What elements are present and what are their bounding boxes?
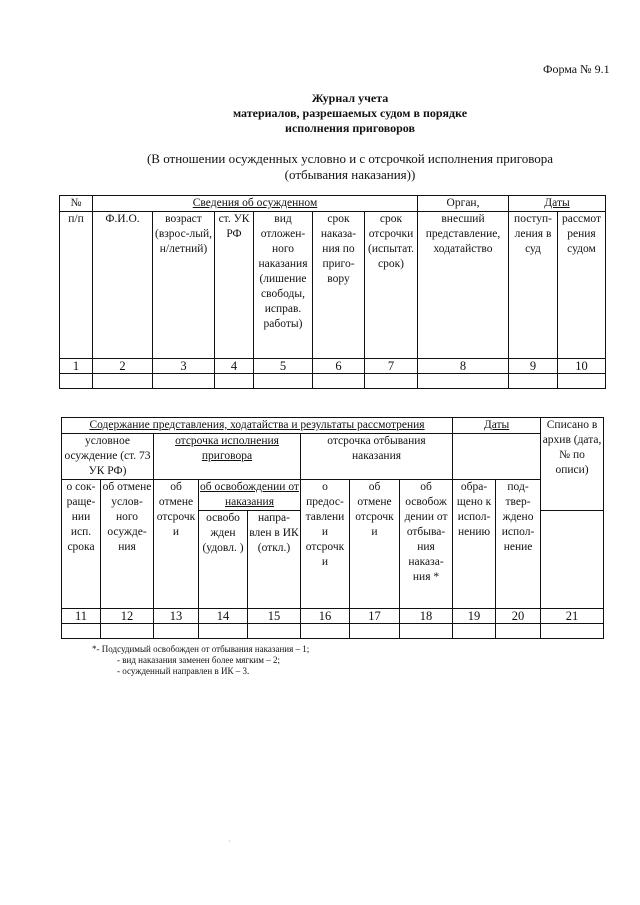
- header-released: освобо жден (удовл. ): [199, 511, 248, 609]
- empty-cell: [400, 624, 453, 639]
- column-number: 2: [93, 359, 153, 374]
- column-number: 20: [496, 609, 541, 624]
- header-appealed: обра-щено к испол-нению: [453, 480, 496, 609]
- empty-cell: [496, 624, 541, 639]
- journal-table-2: [61, 417, 604, 639]
- column-number: 4: [215, 359, 254, 374]
- header-convict-info: Сведения об осужденном: [93, 196, 418, 212]
- empty-cell: [215, 374, 254, 389]
- column-number: 9: [509, 359, 558, 374]
- empty-cell: [93, 374, 153, 389]
- header-cancel-deferral-2: об отмене отсрочк и: [350, 480, 400, 609]
- column-number: 12: [101, 609, 154, 624]
- header-cancel-conditional: об отмене услов-ного осужде-ния: [101, 480, 154, 609]
- empty-cell: [418, 374, 509, 389]
- page-title-line-3: исполнения приговоров: [285, 121, 415, 135]
- header-deferral: срок отсрочки (испытат. срок): [365, 212, 418, 359]
- empty-cell: [350, 624, 400, 639]
- header-grant-deferral: о предос-тавлени и отсрочк и: [301, 480, 350, 609]
- footnotes: [92, 644, 309, 677]
- column-number: 10: [558, 359, 606, 374]
- header-reviewed: рассмот рения судом: [558, 212, 606, 359]
- header-deferral-execution: отсрочка исполнения приговора: [154, 434, 301, 480]
- empty-cell: [301, 624, 350, 639]
- header-deferral-serving: отсрочка отбывания наказания: [301, 434, 453, 480]
- header-received: поступ-ления в суд: [509, 212, 558, 359]
- header-term: срок наказа-ния по приго-вору: [313, 212, 365, 359]
- header-reduction: о сок-раще-нии исп. срока: [62, 480, 101, 609]
- empty-cell: [254, 374, 313, 389]
- header-sent-to-colony: напра-влен в ИК (откл.): [248, 511, 301, 609]
- header-confirmed: под-твер-ждено испол-нение: [496, 480, 541, 609]
- empty-cell: [154, 624, 199, 639]
- header-content: Содержание представления, ходатайства и результаты рассмотрения: [62, 418, 453, 434]
- column-number: 8: [418, 359, 509, 374]
- empty-cell: [313, 374, 365, 389]
- page-title-line-2: материалов, разрешаемых судом в порядке: [232, 106, 468, 120]
- header-organ-detail: внесший представление, ходатайство: [418, 212, 509, 359]
- footnote-3: - осужденный направлен в ИК – 3.: [117, 666, 250, 676]
- header-no: №: [60, 196, 93, 212]
- empty-cell: [541, 624, 604, 639]
- empty-cell: [453, 434, 541, 480]
- empty-cell: [199, 624, 248, 639]
- header-article: ст. УК РФ: [215, 212, 254, 359]
- column-number: 19: [453, 609, 496, 624]
- empty-cell: [62, 624, 101, 639]
- scan-speck: ·: [228, 837, 231, 846]
- column-number: 14: [199, 609, 248, 624]
- header-release-group: об освобождении от наказания: [199, 480, 301, 511]
- column-number: 6: [313, 359, 365, 374]
- header-archive: Списано в архив (дата, № по описи): [541, 418, 604, 511]
- empty-cell: [60, 374, 93, 389]
- header-fio: Ф.И.О.: [93, 212, 153, 359]
- header-organ: Орган,: [418, 196, 509, 212]
- column-number: 16: [301, 609, 350, 624]
- header-release-serving: об освобож дении от отбыва-ния наказа-ния *: [400, 480, 453, 609]
- header-punishment-kind: вид отложен-ного наказания (лишение свободы, исправ. работы): [254, 212, 313, 359]
- column-number: 3: [153, 359, 215, 374]
- header-cancel-deferral: об отмене отсрочк и: [154, 480, 199, 609]
- empty-cell: [541, 511, 604, 609]
- header-pp: п/п: [60, 212, 93, 359]
- form-number: Форма № 9.1: [543, 62, 610, 76]
- empty-cell: [153, 374, 215, 389]
- header-dates-2: Даты: [453, 418, 541, 434]
- page-title: Журнал учета: [311, 91, 389, 105]
- subtitle: (В отношении осужденных условно и с отсрочкой исполнения приговора: [146, 151, 554, 166]
- header-age: возраст (взрос-лый, н/летний): [153, 212, 215, 359]
- column-number: 5: [254, 359, 313, 374]
- column-number: 7: [365, 359, 418, 374]
- column-number: 15: [248, 609, 301, 624]
- empty-cell: [365, 374, 418, 389]
- column-number: 18: [400, 609, 453, 624]
- column-number: 13: [154, 609, 199, 624]
- header-conditional-sentence: условное осуждение (ст. 73 УК РФ): [62, 434, 154, 480]
- column-number: 21: [541, 609, 604, 624]
- subtitle-line-2: (отбывания наказания)): [284, 167, 416, 182]
- empty-cell: [509, 374, 558, 389]
- header-dates: Даты: [509, 196, 606, 212]
- footnote-1: *- Подсудимый освобожден от отбывания наказания – 1;: [92, 644, 310, 654]
- empty-cell: [101, 624, 154, 639]
- column-number: 11: [62, 609, 101, 624]
- column-number: 1: [60, 359, 93, 374]
- empty-cell: [248, 624, 301, 639]
- empty-cell: [453, 624, 496, 639]
- column-number: 17: [350, 609, 400, 624]
- empty-cell: [558, 374, 606, 389]
- footnote-2: - вид наказания заменен более мягким – 2;: [117, 655, 280, 665]
- journal-table-1: [59, 195, 606, 389]
